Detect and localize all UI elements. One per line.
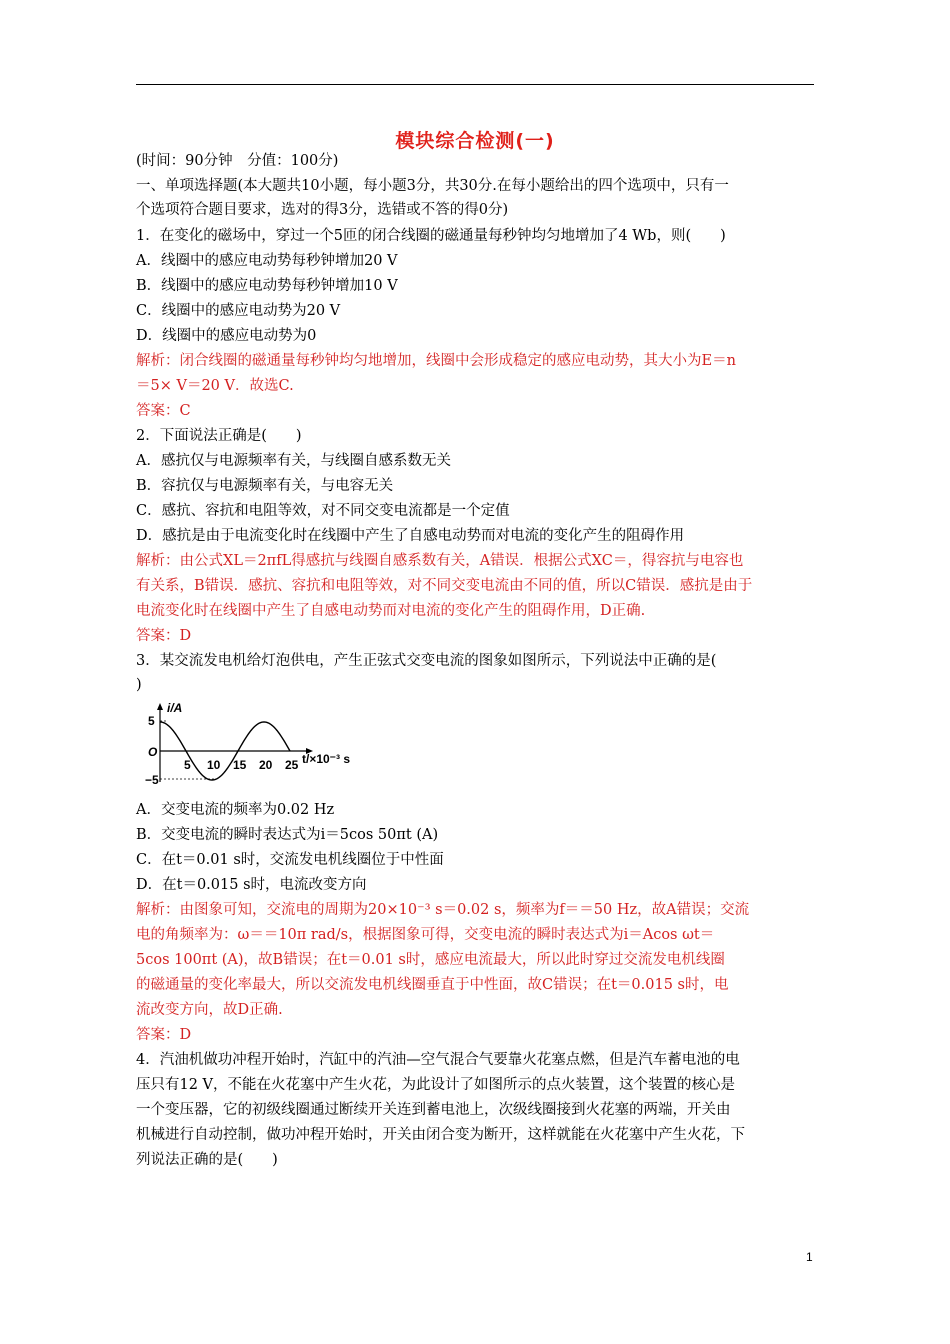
q3-analysis-cont: 电的角频率为：ω＝＝10π rad/s，根据图象可得，交变电流的瞬时表达式为i＝Acos ωt＝ <box>136 927 715 943</box>
x-tick-25: 25 <box>285 758 299 772</box>
q1-analysis: 解析：闭合线圈的磁通量每秒钟均匀地增加，线圈中会形成稳定的感应电动势，其大小为E＝n <box>136 353 736 369</box>
current-waveform-figure <box>140 700 370 790</box>
q3-analysis-cont: 5cos 100πt (A)，故B错误；在t＝0.01 s时，感应电流最大，所以此时穿过交流发电机线圈 <box>136 952 725 968</box>
section-heading-cont: 个选项符合题目要求，选对的得3分，选错或不答的得0分) <box>136 202 509 218</box>
x-tick-10: 10 <box>207 758 221 772</box>
origin-label: O <box>148 745 158 759</box>
q2-answer: 答案：D <box>136 628 192 644</box>
q3-option-d: D．在t＝0.015 s时，电流改变方向 <box>136 877 367 893</box>
q4-stem-cont: 压只有12 V，不能在火花塞中产生火花，为此设计了如图所示的点火装置，这个装置的核心是 <box>136 1077 736 1093</box>
y-tick-max: 5 <box>148 714 155 728</box>
header-rule <box>136 84 814 85</box>
x-tick-5: 5 <box>184 758 191 772</box>
q2-option-d: D．感抗是由于电流变化时在线圈中产生了自感电动势而对电流的变化产生的阻碍作用 <box>136 528 685 544</box>
section-heading: 一、单项选择题(本大题共10小题，每小题3分，共30分.在每小题给出的四个选项中，只有一 <box>136 178 729 194</box>
q1-stem: 1．在变化的磁场中，穿过一个5匝的闭合线圈的磁通量每秒钟均匀地增加了4 Wb，则( ) <box>136 228 726 244</box>
q3-stem-cont: ) <box>136 677 142 693</box>
q2-analysis-cont: 有关系，B错误．感抗、容抗和电阻等效，对不同交变电流由不同的值，所以C错误．感抗是由于 <box>136 578 753 594</box>
page-number: 1 <box>806 1250 813 1264</box>
q4-stem-cont: 列说法正确的是( ) <box>136 1152 278 1168</box>
q1-option-b: B．线圈中的感应电动势每秒钟增加10 V <box>136 278 398 294</box>
q3-analysis-cont: 流改变方向，故D正确. <box>136 1002 283 1018</box>
q1-option-a: A．线圈中的感应电动势每秒钟增加20 V <box>136 253 398 269</box>
x-tick-15: 15 <box>233 758 247 772</box>
q3-option-c: C．在t＝0.01 s时，交流发电机线圈位于中性面 <box>136 852 444 868</box>
y-axis-label: i/A <box>167 701 183 715</box>
q1-option-d: D．线圈中的感应电动势为0 <box>136 328 317 344</box>
page-title: 模块综合检测(一) <box>395 130 555 152</box>
q4-stem-cont: 机械进行自动控制，做功冲程开始时，开关由闭合变为断开，这样就能在火花塞中产生火花，下 <box>136 1127 745 1143</box>
q3-option-b: B．交变电流的瞬时表达式为i＝5cos 50πt (A) <box>136 827 439 843</box>
q2-analysis: 解析：由公式XL＝2πfL得感抗与线圈自感系数有关，A错误．根据公式XC＝，得容抗与电容也 <box>136 553 744 569</box>
q2-option-c: C．感抗、容抗和电阻等效，对不同交变电流都是一个定值 <box>136 503 510 519</box>
q1-answer: 答案：C <box>136 403 191 419</box>
q4-stem-cont: 一个变压器，它的初级线圈通过断续开关连到蓄电池上，次级线圈接到火花塞的两端，开关由 <box>136 1102 731 1118</box>
q3-option-a: A．交变电流的频率为0.02 Hz <box>136 802 335 818</box>
q3-analysis-cont: 的磁通量的变化率最大，所以交流发电机线圈垂直于中性面，故C错误；在t＝0.015 s时，电 <box>136 977 729 993</box>
q1-analysis-cont: ＝5× V＝20 V．故选C. <box>136 378 294 394</box>
q3-stem: 3．某交流发电机给灯泡供电，产生正弦式交变电流的图象如图所示，下列说法中正确的是( <box>136 653 717 669</box>
x-axis-label: t/×10⁻³ s <box>302 752 351 766</box>
q4-stem: 4．汽油机做功冲程开始时，汽缸中的汽油—空气混合气要靠火花塞点燃，但是汽车蓄电池的电 <box>136 1052 740 1068</box>
q2-option-b: B．容抗仅与电源频率有关，与电容无关 <box>136 478 394 494</box>
q3-answer: 答案：D <box>136 1027 192 1043</box>
q3-analysis: 解析：由图象可知，交流电的周期为20×10⁻³ s＝0.02 s，频率为f＝＝50 Hz，故A错误；交流 <box>136 902 750 918</box>
exam-meta: (时间：90分钟 分值：100分) <box>136 153 339 169</box>
q2-stem: 2．下面说法正确是( ) <box>136 428 302 444</box>
q2-analysis-cont: 电流变化时在线圈中产生了自感电动势而对电流的变化产生的阻碍作用，D正确. <box>136 603 646 619</box>
q2-option-a: A．感抗仅与电源频率有关，与线圈自感系数无关 <box>136 453 451 469</box>
y-tick-min: −5 <box>145 773 159 787</box>
x-tick-20: 20 <box>259 758 273 772</box>
q1-option-c: C．线圈中的感应电动势为20 V <box>136 303 341 319</box>
y-axis-arrow <box>157 703 163 710</box>
